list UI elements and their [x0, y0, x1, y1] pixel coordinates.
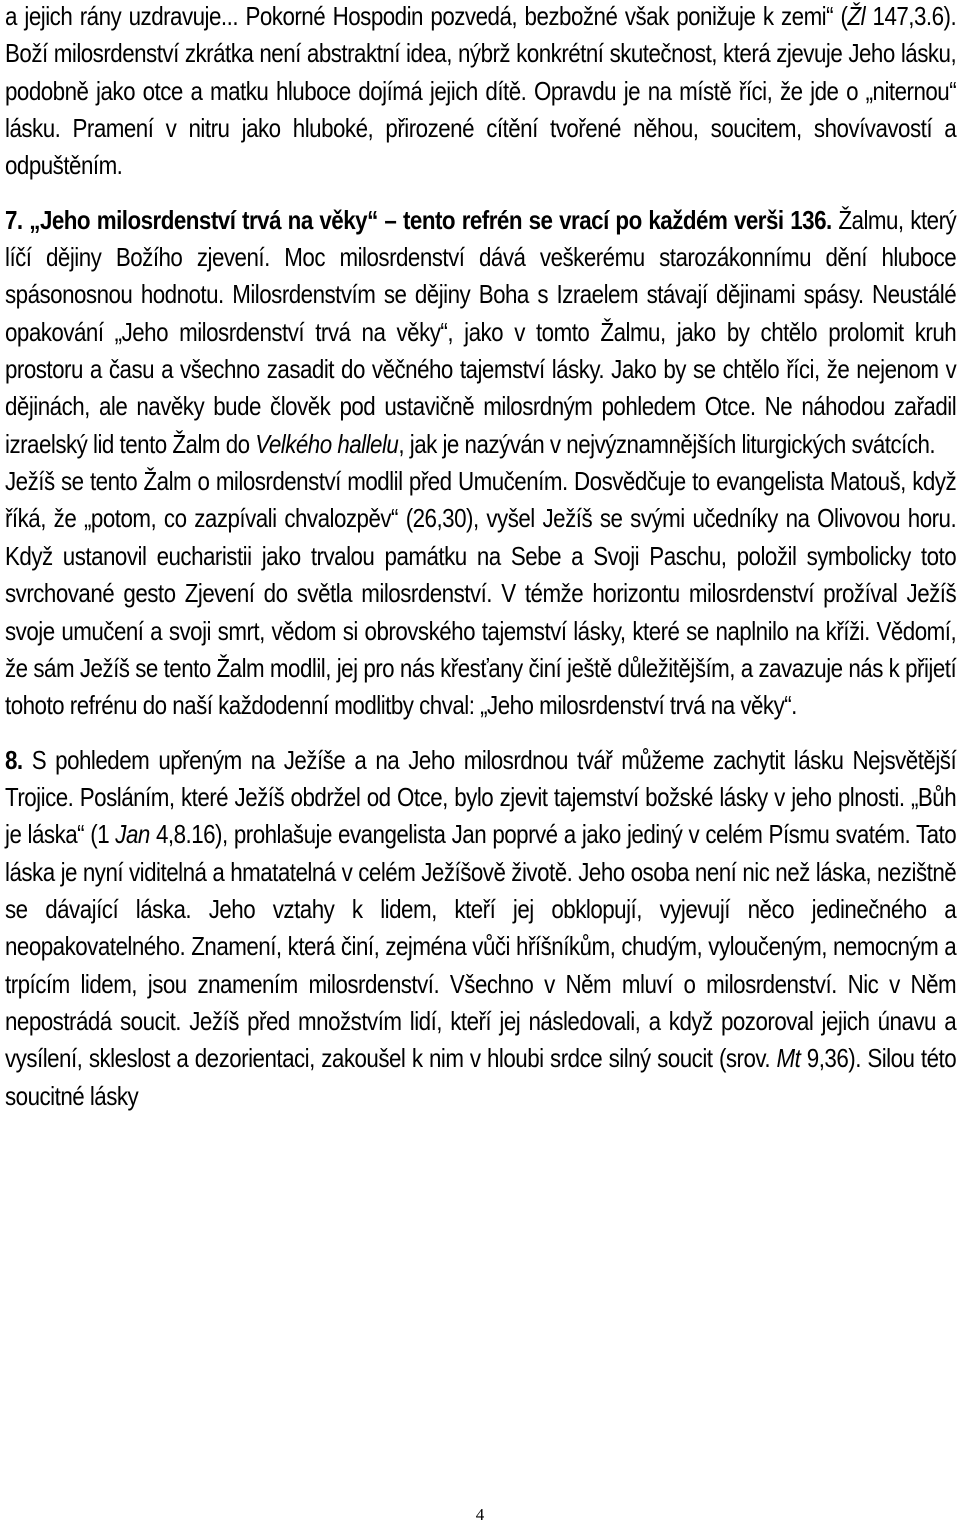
paragraph-text: 9,36). Silou této soucitné lásky [5, 1043, 957, 1111]
scripture-reference: Žl [847, 1, 866, 31]
paragraph-text: Ježíš se tento Žalm o milosrdenství modlil před Umučením. Dosvědčuje to evangelista Matouš, když říká, že „potom, co zazpívali chvalozpěv“ (26,30), vyšel Ježíš se svými učedníky na Olivovou horu. Když ustanovil eucharistii jako trvalou památku na Sebe a Svoji Paschu, položil symbolicky toto svrchované gesto Zjevení do světla milosrdenství. V témže horizontu milosrdenství prožíval Ježíš svoje umučení a svoji smrt, vědom si obrovského tajemství lásky, které se naplnilo na kříži. Vědomí, že sám Ježíš se tento Žalm modlil, jej pro nás křesťany činí ještě důležitějším, a zavazuje nás k přijetí tohoto refrénu do naší každodenní modlitby chval: „Jeho milosrdenství trvá na věky“. [5, 466, 957, 721]
paragraph-text: 147,3.6). Boží milosrdenství zkrátka není abstraktní idea, nýbrž konkrétní skutečnost, která zjevuje Jeho lásku, podobně jako otce a matku hluboce dojímá jejich dítě. Opravdu je na místě říci, že jde o „niternou“ lásku. Pramení v nitru jako hluboké, přirozené cítění tvořené něhou, soucitem, shovívavostí a odpuštěním. [5, 1, 957, 181]
paragraph-8 [5, 742, 956, 1115]
section-number: 7. [5, 204, 23, 235]
paragraph-1 [5, 0, 956, 185]
page-number: 4 [475, 1505, 485, 1524]
scripture-reference: Jan [115, 819, 150, 850]
section-heading: „Jeho milosrdenství trvá na věky“ – tento refrén se vrací po každém verši 136. [22, 204, 832, 235]
paragraph-text: S pohledem upřeným na Ježíše a na Jeho milosrdnou tvář můžeme zachytit lásku Nejsvětější Trojice. Posláním, které Ježíš obdržel od Otce, bylo zjevit tajemství božské lásky v jeho plnosti. „Bůh je láska“ (1 [5, 744, 957, 850]
paragraph-text: , jak je nazýván v nejvýznamnějších liturgických svátcích. [398, 428, 936, 459]
italic-title: Velkého hallelu [255, 428, 399, 459]
document-body [5, 0, 956, 1115]
section-number: 8. [5, 744, 23, 775]
paragraph-7 [5, 202, 956, 463]
scripture-reference: Mt [776, 1043, 801, 1074]
paragraph-text: 4,8.16), prohlašuje evangelista Jan poprvé a jako jediný v celém Písmu svatém. Tato láska je nyní viditelná a hmatatelná v celém Ježíšově životě. Jeho osoba není nic než láska, nezištně se dávající láska. Jeho vztahy k lidem, kteří jej obklopují, vyjevují něco jedinečného a neopakovatelného. Znamení, která činí, zejména vůči hříšníkům, chudým, vyloučeným, nemocným a trpícím lidem, jsou znamením milosrdenství. Všechno v Něm mluví o milosrdenství. Nic v Něm nepostrádá soucit. Ježíš před množstvím lidí, kteří jej následovali, a když pozoroval jejich únavu a vysílení, skleslost a dezorientaci, zakoušel k nim v hloubi srdce silný soucit (srov. [5, 819, 957, 1074]
paragraph-text: Žalmu, který líčí dějiny Božího zjevení. Moc milosrdenství dává veškerému starozákonnímu dění hluboce spásonosnou hodnotu. Milosrdenstvím se dějiny Boha s Izraelem stávají dějinami spásy. Neustálé opakování „Jeho milosrdenství trvá na věky“, jako v tomto Žalmu, jako by chtělo prolomit kruh prostoru a času a všechno zasadit do věčného tajemství lásky. Jako by se chtělo říci, že nejenom v dějinách, ale navěky bude člověk pod ustavičně milosrdným pohledem Otce. Ne náhodou zařadil izraelský lid tento Žalm do [5, 204, 957, 459]
paragraph-text: a jejich rány uzdravuje... Pokorné Hospodin pozvedá, bezbožné však ponižuje k zemi“ ( [5, 1, 848, 31]
paragraph-jesus-psalm [5, 463, 956, 724]
